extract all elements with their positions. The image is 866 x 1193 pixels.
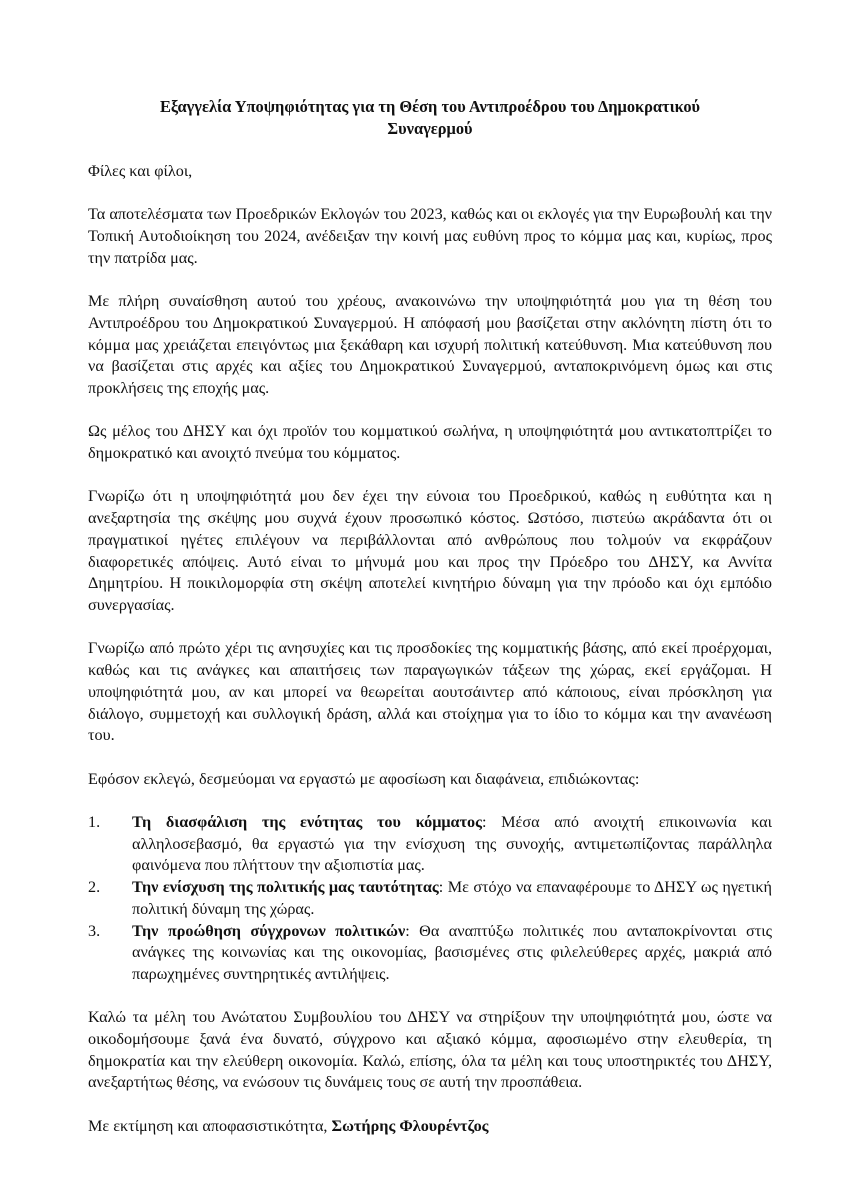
commitments-list: [88, 812, 772, 986]
list-item: [88, 812, 772, 877]
list-item-heading: Την ενίσχυση της πολιτικής μας ταυτότητας: [132, 878, 439, 897]
paragraph: Γνωρίζω ότι η υποψηφιότητά μου δεν έχει την εύνοια του Προεδρικού, καθώς η ευθύτητα και η ανεξαρτησία της σκέψης μου συχνά έχουν προσωπικό κόστος. Ωστόσο, πιστεύω ακράδαντα ότι οι πραγματικοί ηγέτες επιλέγουν να περιβάλλονται από ανθρώπους που τολμούν να εκφράζουν διαφορετικές απόψεις. Αυτό είναι το μήνυμά μου και προς την Πρόεδρο του ΔΗΣΥ, κα Αννίτα Δημητρίου. Η ποικιλομορφία στη σκέψη αποτελεί κινητήριο δύναμη για την πρόοδο και όχι εμπόδιο συνεργασίας.: [88, 487, 772, 614]
signature-name: Σωτήρης Φλουρέντζος: [331, 1116, 489, 1135]
paragraph-intro-list: Εφόσον εκλεγώ, δεσμεύομαι να εργαστώ με αφοσίωση και διαφάνεια, επιδιώκοντας:: [88, 769, 640, 788]
paragraph: Τα αποτελέσματα των Προεδρικών Εκλογών του 2023, καθώς και οι εκλογές για την Ευρωβουλή και την Τοπική Αυτοδιοίκηση του 2024, ανέδειξαν την κοινή μας ευθύνη προς το κόμμα μας και, κυρίως, προς την πατρίδα μας.: [88, 205, 772, 267]
list-item-text: : Με στόχο να επαναφέρουμε το ΔΗΣΥ ως ηγετική πολιτική δύναμη της χώρας.: [132, 878, 772, 918]
list-item-heading: Τη διασφάλιση της ενότητας του κόμματος: [132, 812, 482, 831]
greeting: Φίλες και φίλοι,: [88, 162, 193, 180]
document-page: [88, 96, 772, 1159]
list-item: [88, 921, 772, 986]
document-title: Εξαγγελία Υποψηφιότητας για τη Θέση του Αντιπροέδρου του Δημοκρατικού Συναγερμού: [159, 97, 701, 138]
closing-paragraph: Καλώ τα μέλη του Ανώτατου Συμβουλίου του ΔΗΣΥ να στηρίξουν την υποψηφιότητά μου, ώστε να οικοδομήσουμε ξανά ένα δυνατό, σύγχρονο και αξιακό κόμμα, αφοσιωμένο στην ελευθερία, τη δημοκρατία και την ελεύθερη οικονομία. Καλώ, επίσης, όλα τα μέλη και τους υποστηρικτές του ΔΗΣΥ, ανεξαρτήτως θέσης, να ενώσουν τις δυνάμεις τους σε αυτή την προσπάθεια.: [88, 1008, 772, 1092]
signoff-line: [88, 1116, 772, 1138]
paragraph: Γνωρίζω από πρώτο χέρι τις ανησυχίες και τις προσδοκίες της κομματικής βάσης, από εκεί προέρχομαι, καθώς και τις ανάγκες και απαιτήσεις των παραγωγικών τάξεων της χώρας, εκεί εργάζομαι. Η υποψηφιότητά μου, αν και μπορεί να θεωρείται αουτσάιντερ από κάποιους, είναι πρόσκληση για διάλογο, συμμετοχή και συλλογική δράση, αλλά και στοίχημα για το ίδιο το κόμμα και την ανανέωση του.: [88, 639, 772, 745]
list-number: 3.: [88, 921, 101, 940]
list-item-heading: Την προώθηση σύγχρονων πολιτικών: [132, 921, 406, 940]
list-item-text: : Μέσα από ανοιχτή επικοινωνία και αλληλοσεβασμό, θα εργαστώ για την ενίσχυση της συνοχής, αντιμετωπίζοντας παράλληλα φαινόμενα που πλήττουν την αξιοπιστία μας.: [132, 812, 773, 875]
list-item: [88, 877, 772, 920]
list-number: 1.: [88, 812, 101, 831]
paragraph: Ως μέλος του ΔΗΣΥ και όχι προϊόν του κομματικού σωλήνα, η υποψηφιότητά μου αντικατοπτρίζει το δημοκρατικό και ανοιχτό πνεύμα του κόμματος.: [88, 422, 772, 463]
list-item-text: : Θα αναπτύξω πολιτικές που ανταποκρίνονται στις ανάγκες της κοινωνίας και της οικονομίας, βασισμένες στις φιλελεύθερες αρχές, μακριά από παρωχημένες συντηρητικές αντιλήψεις.: [132, 921, 772, 983]
signoff-text: Με εκτίμηση και αποφασιστικότητα,: [88, 1116, 332, 1135]
paragraph: Με πλήρη συναίσθηση αυτού του χρέους, ανακοινώνω την υποψηφιότητά μου για τη θέση του Αντιπροέδρου του Δημοκρατικού Συναγερμού. Η απόφασή μου βασίζεται στην ακλόνητη πίστη ότι το κόμμα μας χρειάζεται επειγόντως μια ξεκάθαρη και ισχυρή πολιτική κατεύθυνση. Μια κατεύθυνση που να βασίζεται στις αρχές και αξίες του Δημοκρατικού Συναγερμού, ανταποκρινόμενη όμως και στις προκλήσεις της εποχής μας.: [88, 292, 772, 397]
list-number: 2.: [88, 878, 101, 897]
